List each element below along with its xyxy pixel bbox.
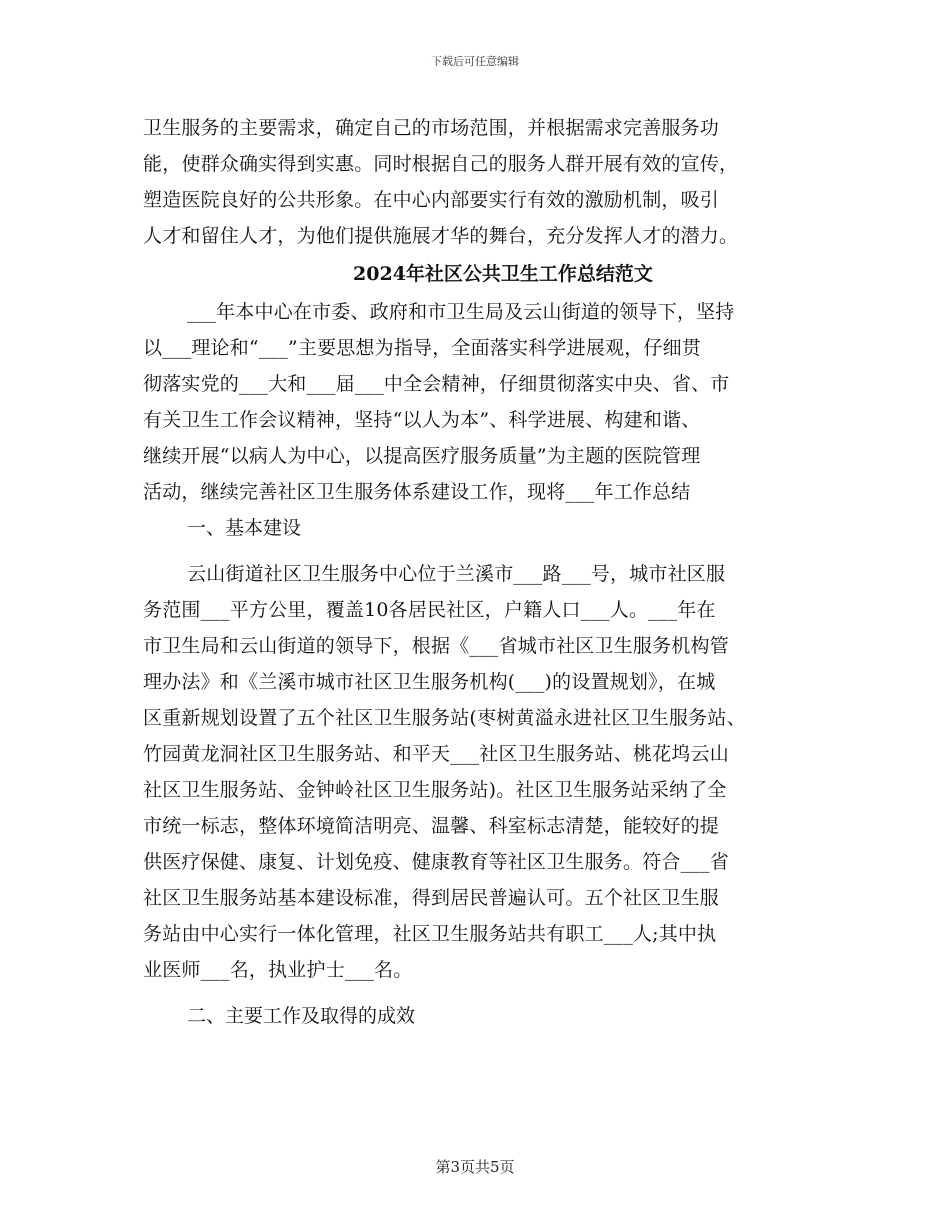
text-line: 务范围___平方公里，覆盖10各居民社区，户籍人口___人。___年在 bbox=[143, 599, 716, 621]
text-line: 市卫生局和云山街道的领导下，根据《___省城市社区卫生服务机构管 bbox=[143, 635, 729, 657]
text-line: 活动，继续完善社区卫生服务体系建设工作，现将___年工作总结 bbox=[143, 481, 691, 503]
text-line: 人才和留住人才，为他们提供施展才华的舞台，充分发挥人才的潜力。 bbox=[143, 225, 739, 247]
text-line: 继续开展“以病人为中心，以提高医疗服务质量”为主题的医院管理 bbox=[143, 445, 701, 467]
text-line: 竹园黄龙洞社区卫生服务站、和平天___社区卫生服务站、桃花坞云山 bbox=[143, 743, 729, 765]
text-line: 供医疗保健、康复、计划免疫、健康教育等社区卫生服务。符合___省 bbox=[143, 851, 729, 873]
text-line: 务站由中心实行一体化管理，社区卫生服务站共有职工___人;其中执 bbox=[143, 923, 717, 945]
page-number: 第3页共5页 bbox=[435, 1158, 515, 1176]
top-paragraph bbox=[143, 110, 823, 254]
section-heading-basic-construction: 一、基本建设 bbox=[187, 517, 302, 539]
text-line: 卫生服务的主要需求，确定自己的市场范围，并根据需求完善服务功 bbox=[143, 117, 720, 139]
text-line: 市统一标志，整体环境简洁明亮、温馨、科室标志清楚，能较好的提 bbox=[143, 815, 720, 837]
section1-paragraph bbox=[143, 556, 823, 988]
text-line: 以___理论和“___”主要思想为指导，全面落实科学进展观，仔细贯 bbox=[143, 337, 702, 359]
text-line: 云山街道社区卫生服务中心位于兰溪市___路___号，城市社区服 bbox=[187, 563, 726, 585]
text-line: 塑造医院良好的公共形象。在中心内部要实行有效的激励机制，吸引 bbox=[143, 189, 720, 211]
text-line: 社区卫生服务站、金钟岭社区卫生服务站)。社区卫生服务站采纳了全 bbox=[143, 779, 727, 801]
text-line: 理办法》和《兰溪市城市社区卫生服务机构(___)的设置规划》，在城 bbox=[143, 671, 716, 693]
section-heading-main-work: 二、主要工作及取得的成效 bbox=[187, 1005, 416, 1027]
text-line: 彻落实党的___大和___届___中全会精神，仔细贯彻落实中央、省、市 bbox=[143, 373, 730, 395]
document-body bbox=[143, 110, 823, 1034]
document-title: 2024年社区公共卫生工作总结范文 bbox=[353, 263, 653, 285]
intro-paragraph bbox=[143, 294, 823, 510]
page-header: 下载后可任意编辑 bbox=[431, 55, 519, 68]
text-line: 有关卫生工作会议精神，坚持“以人为本”、科学进展、构建和谐、 bbox=[143, 409, 701, 431]
text-line: ___年本中心在市委、政府和市卫生局及云山街道的领导下，坚持 bbox=[187, 301, 735, 323]
text-line: 区重新规划设置了五个社区卫生服务站(枣树黄溢永进社区卫生服务站、 bbox=[143, 707, 746, 729]
text-line: 能，使群众确实得到实惠。同时根据自己的服务人群开展有效的宣传， bbox=[143, 153, 739, 175]
text-line: 业医师___名，执业护士___名。 bbox=[143, 959, 413, 981]
text-line: 社区卫生服务站基本建设标准，得到居民普遍认可。五个社区卫生服 bbox=[143, 887, 720, 909]
